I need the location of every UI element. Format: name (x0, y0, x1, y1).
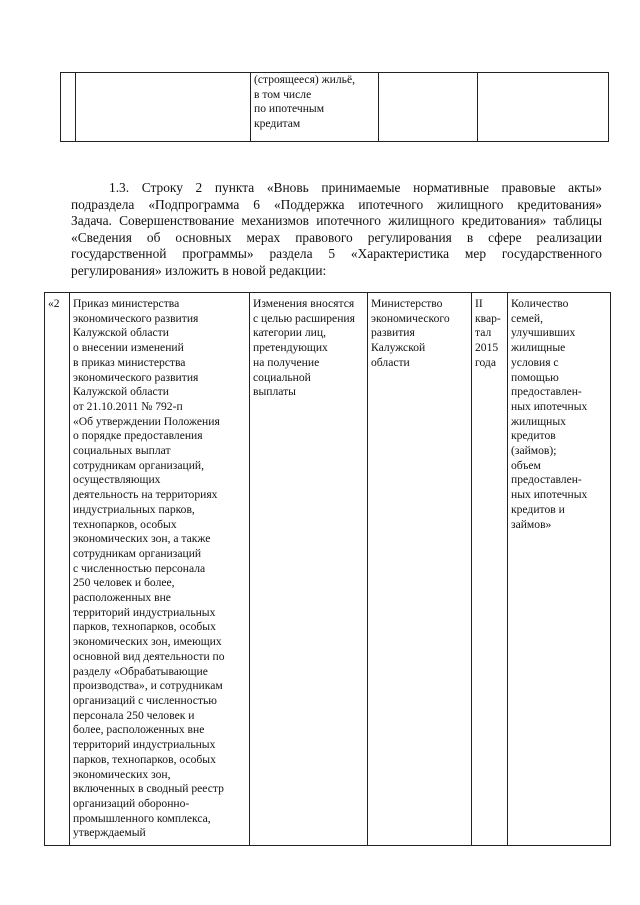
paragraph-line: «Сведения об основных мерах правового регулирования в сфере реализации (71, 229, 602, 245)
table-row (61, 73, 609, 142)
table-cell (76, 73, 251, 142)
amendment-paragraph (71, 180, 602, 279)
act-content-cell: Изменения вносятся с целью расширения категории лиц, претендующих на получение социальной выплаты (250, 293, 368, 846)
paragraph-line: подраздела «Подпрограмма 6 «Поддержка ипотечного жилищного кредитования» (71, 196, 602, 212)
table-cell (61, 73, 76, 142)
table-row (45, 293, 611, 846)
table-cell: (строящееся) жильё, в том числе по ипотечным кредитам (251, 73, 379, 142)
indicator-cell: Количество семей, улучшивших жилищные условия с помощью предоставлен- ных ипотечных жилищных кредитов (займов); объем предоставлен- ных ипотечных кредитов и займов» (508, 293, 611, 846)
responsible-cell: Министерство экономического развития Калужской области (368, 293, 472, 846)
row-number-cell: «2 (45, 293, 70, 846)
table-cell (478, 73, 609, 142)
table-cell (379, 73, 478, 142)
regulation-table (44, 292, 611, 846)
paragraph-line: государственной программы» раздела 5 «Характеристика мер государственного (71, 246, 602, 261)
paragraph-line: 1.3. Строку 2 пункта «Вновь принимаемые нормативные правовые акты» (109, 180, 602, 195)
paragraph-line: регулирования» изложить в новой редакции: (71, 262, 327, 278)
continuation-table (60, 72, 609, 142)
paragraph-line: Задача. Совершенствование механизмов ипотечного жилищного кредитования» таблицы (71, 213, 602, 228)
act-name-cell: Приказ министерства экономического развития Калужской области о внесении изменений в приказ министерства экономического развития Калужской области от 21.10.2011 № 792-п «Об утверждении Положения о порядке предоставления социальных выплат сотрудникам организаций, осуществляющих деятельность на территориях индустриальных парков, технопарков, особых экономических зон, а также сотрудникам организаций с численностью персонала 250 человек и более, расположенных вне территорий индустриальных парков, технопарков, особых экономических зон, имеющих основной вид деятельности по разделу «Обрабатывающие производства», и сотрудникам организаций с численностью персонала 250 человек и более, расположенных вне территорий индустриальных парков, технопарков, особых экономических зон, включенных в сводный реестр организаций оборонно- промышленного комплекса, утверждаемый (70, 293, 250, 846)
term-cell: II квар- тал 2015 года (472, 293, 508, 846)
